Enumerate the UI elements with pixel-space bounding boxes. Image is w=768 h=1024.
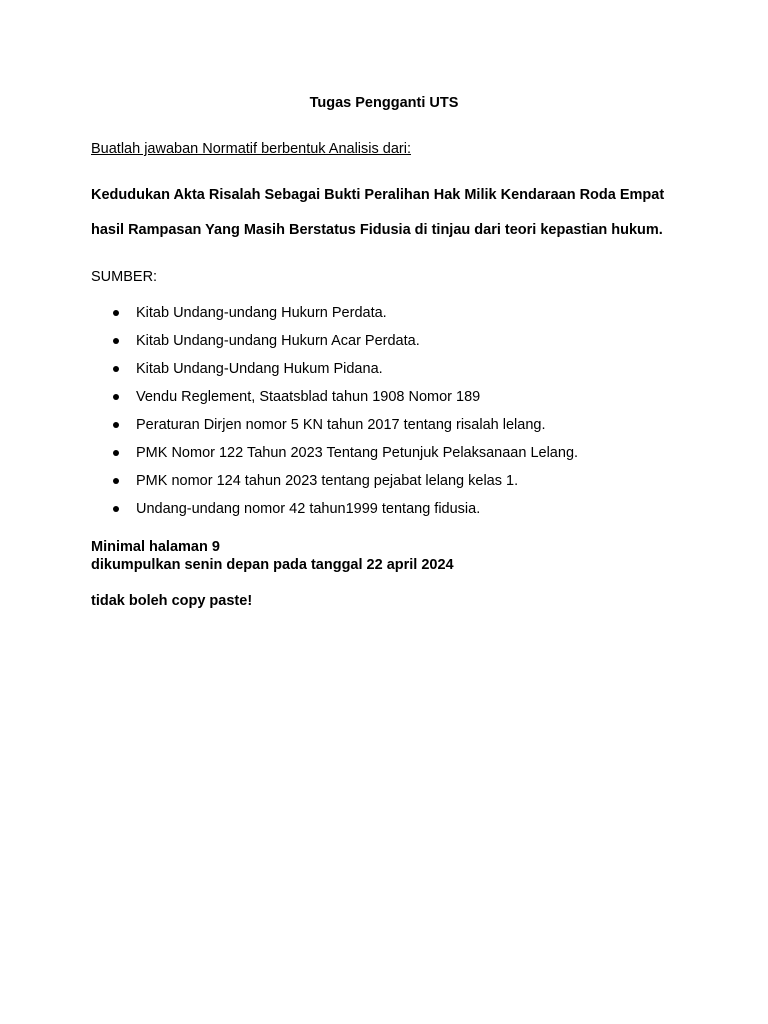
source-text: Kitab Undang-undang Hukurn Acar Perdata. bbox=[136, 333, 420, 349]
sources-heading: SUMBER: bbox=[91, 269, 158, 285]
deadline-text: dikumpulkan senin depan pada tanggal 22 april 2024 bbox=[91, 557, 454, 573]
source-text: PMK Nomor 122 Tahun 2023 Tentang Petunjuk Pelaksanaan Lelang. bbox=[136, 445, 579, 461]
topic-line-2: hasil Rampasan Yang Masih Berstatus Fidusia di tinjau dari teori kepastian hukum. bbox=[91, 222, 663, 238]
minimum-pages-text: Minimal halaman 9 bbox=[91, 539, 220, 555]
source-text: Vendu Reglement, Staatsblad tahun 1908 Nomor 189 bbox=[136, 389, 481, 405]
bullet-icon bbox=[113, 422, 119, 428]
list-item bbox=[91, 500, 578, 528]
list-item bbox=[91, 332, 578, 360]
bullet-icon bbox=[113, 478, 119, 484]
bullet-icon bbox=[113, 338, 119, 344]
page-title: Tugas Pengganti UTS bbox=[309, 95, 459, 111]
bullet-icon bbox=[113, 450, 119, 456]
bullet-icon bbox=[113, 506, 119, 512]
source-text: PMK nomor 124 tahun 2023 tentang pejabat lelang kelas 1. bbox=[136, 473, 519, 489]
no-copy-warning: tidak boleh copy paste! bbox=[91, 593, 253, 609]
list-item bbox=[91, 360, 578, 388]
list-item bbox=[91, 304, 578, 332]
list-item bbox=[91, 416, 578, 444]
list-item bbox=[91, 472, 578, 500]
source-text: Kitab Undang-undang Hukurn Perdata. bbox=[136, 305, 387, 321]
list-item bbox=[91, 444, 578, 472]
bullet-icon bbox=[113, 366, 119, 372]
topic-line-1: Kedudukan Akta Risalah Sebagai Bukti Peralihan Hak Milik Kendaraan Roda Empat bbox=[91, 187, 665, 203]
bullet-icon bbox=[113, 310, 119, 316]
list-item bbox=[91, 388, 578, 416]
bullet-icon bbox=[113, 394, 119, 400]
source-text: Kitab Undang-Undang Hukum Pidana. bbox=[136, 361, 383, 377]
source-text: Peraturan Dirjen nomor 5 KN tahun 2017 tentang risalah lelang. bbox=[136, 417, 546, 433]
source-text: Undang-undang nomor 42 tahun1999 tentang fidusia. bbox=[136, 501, 481, 517]
instruction-text: Buatlah jawaban Normatif berbentuk Analisis dari: bbox=[91, 141, 411, 157]
sources-list bbox=[91, 304, 578, 528]
